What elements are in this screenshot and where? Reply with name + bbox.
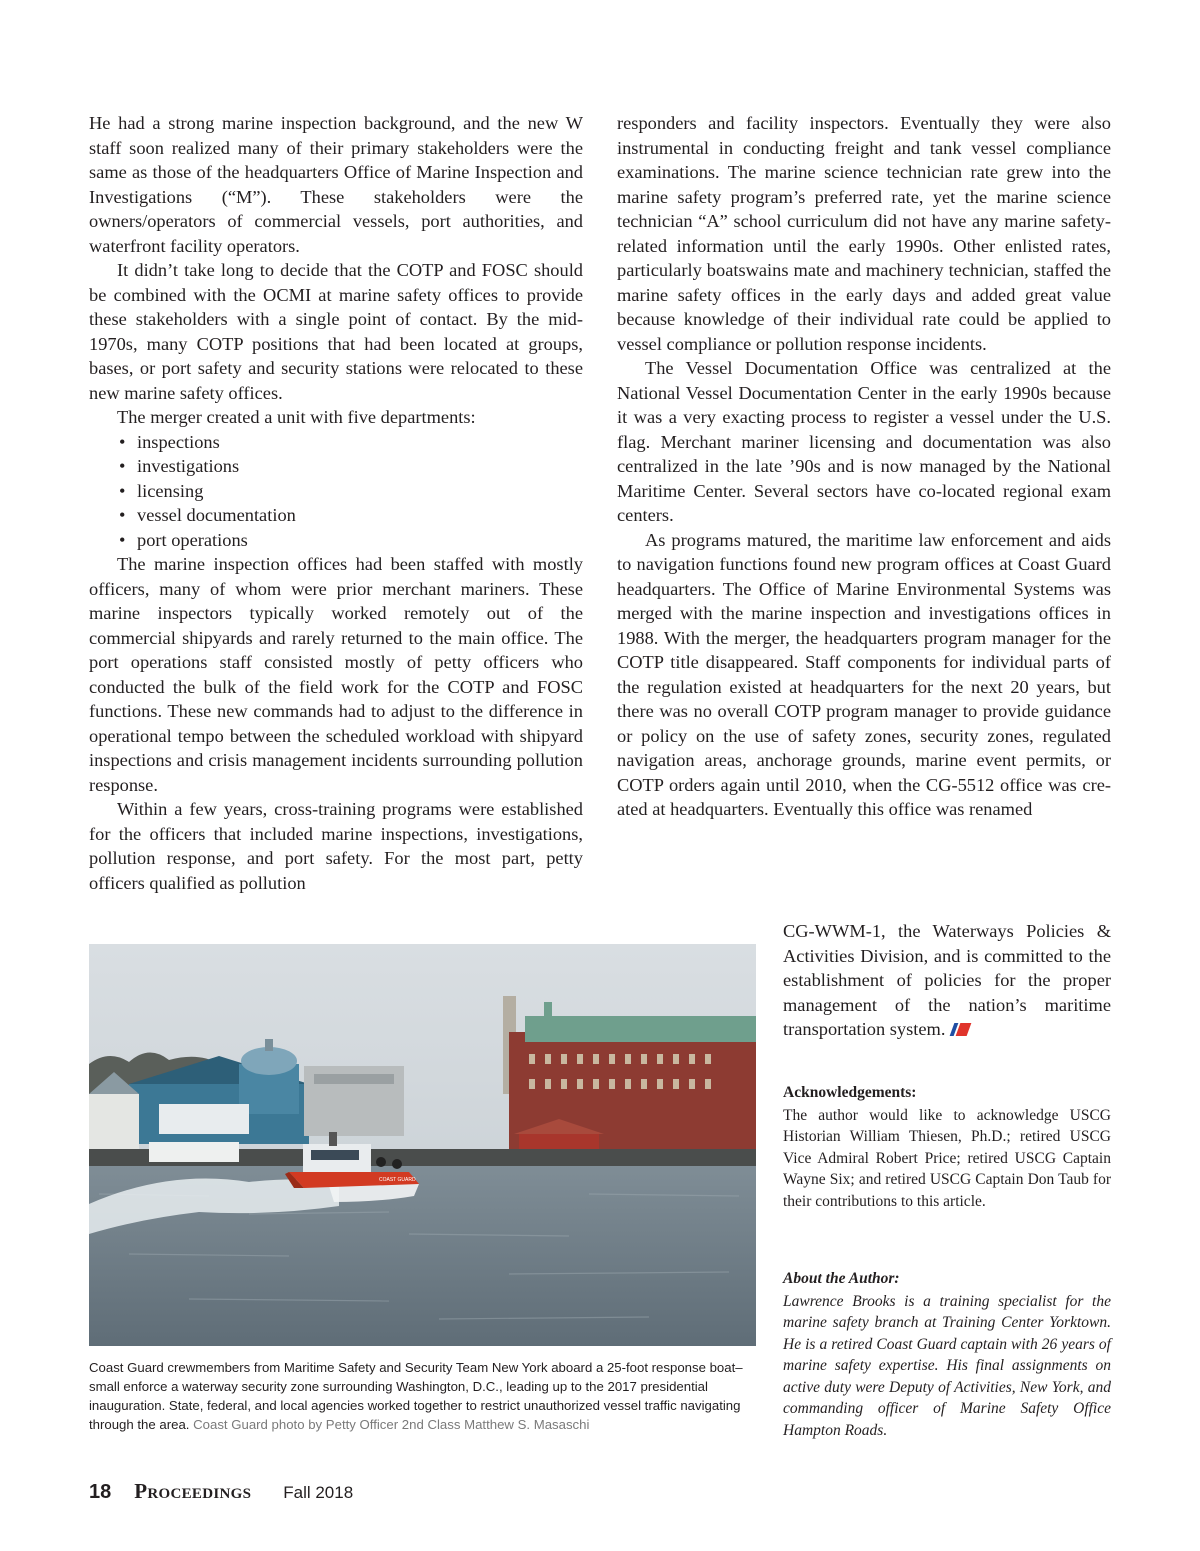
- paragraph: CG-WWM-1, the Waterways Policies & Activities Division, and is committed to the establishment of policies for the proper management of the nation’s maritime transportation system.: [783, 921, 1111, 1039]
- end-mark-icon: [949, 1023, 971, 1036]
- publication-name: Proceedings: [134, 1479, 252, 1503]
- photo-credit: Coast Guard photo by Petty Officer 2nd Class Matthew S. Masaschi: [193, 1417, 590, 1432]
- acknowledgements: [783, 1082, 1111, 1212]
- about-author: [783, 1268, 1111, 1441]
- paragraph: The Vessel Documentation Office was centralized at the National Vessel Documentation Center in the early 1990s because it was a very exacting process to register a vessel under the U.S. flag. Merchant mariner licensing and documentation was also centralized in the late ’90s and is now managed by the National Maritime Center. Several sectors have co-located regional exam centers.: [617, 358, 1111, 525]
- left-column: [89, 111, 583, 895]
- issue-date: Fall 2018: [283, 1483, 354, 1502]
- list-item: • investigations: [119, 454, 583, 479]
- photo-caption: [89, 1358, 759, 1434]
- about-author-text: Lawrence Brooks is a training specialist for the marine safety branch at Training Center Yorktown. He is a retired Coast Guard captain with 26 years of marine safety expertise. His final assignments on active duty were Deputy of Activities, New York, and commanding officer of Marine Safety Office Hampton Roads.: [783, 1292, 1111, 1439]
- paragraph: The marine inspection offices had been staffed with mostly officers, many of whom were prior merchant mariners. These marine inspectors typically worked remotely out of the commercial shipyards and rarely returned to the main office. The port operations staff consisted mostly of petty officers who conducted the bulk of the field work for the COTP and FOSC functions. These new commands had to adjust to the difference in operational tempo between the scheduled workload with shipyard inspections and crisis management incidents surrounding pollution response.: [89, 554, 583, 795]
- paragraph: responders and facility inspectors. Eventually they were also instrumental in conducting freight and tank vessel compliance examinations. The marine science technician rate grew into the marine safety program’s preferred rate, yet the marine science technician “A” school curriculum did not have any marine safety-related information until the early 1990s. Other enlisted rates, particularly boatswains mate and machinery technician, staffed the marine safety offices in the early days and added great value because knowledge of their individual rate could be applied to vessel compliance or pollution response incidents.: [617, 113, 1111, 354]
- about-author-title: About the Author:: [783, 1270, 900, 1287]
- list-item: • licensing: [119, 479, 583, 504]
- paragraph: As programs matured, the maritime law enforcement and aids to navigation functions found new program offices at Coast Guard headquarters. The Office of Marine Environmental Systems was merged with the marine inspection and investigations offices in 1988. With the merger, the headquarters program manager for the COTP title disappeared. Staff components for individual parts of the regulation existed at headquarters for the next 20 years, but there was no overall COTP program manager to provide guidance or policy on the use of safety zones, security zones, regulated navigation areas, anchorage grounds, marine event permits, or COTP orders again until 2010, when the CG-5512 office was created at headquarters. Eventually this office was renamed: [617, 529, 1111, 819]
- acknowledgements-text: The author would like to acknowledge USCG Historian William Thiesen, Ph.D.; retired USCG Vice Admiral Robert Price; retired USCG Captain Wayne Six; and retired USCG Captain Don Taub for their contributions to this article.: [783, 1106, 1111, 1210]
- list-item: • inspections: [119, 430, 583, 455]
- page-number: 18: [89, 1481, 112, 1503]
- list-item: • port operations: [119, 528, 583, 553]
- acknowledgements-title: Acknowledgements:: [783, 1084, 917, 1101]
- article-photo: [89, 944, 756, 1346]
- departments-list: [89, 430, 583, 553]
- list-item: • vessel documentation: [119, 503, 583, 528]
- right-column-continuation: [783, 919, 1111, 1042]
- boat-hull-text: COAST GUARD: [379, 1177, 416, 1183]
- page-footer: [89, 1479, 353, 1509]
- paragraph: Within a few years, cross-training programs were established for the officers that included marine inspections, investigations, pollution response, and port safety. For the most part, petty officers qualified as pollution: [89, 799, 583, 893]
- paragraph: It didn’t take long to decide that the COTP and FOSC should be combined with the OCMI at marine safety offices to provide these stakeholders with a single point of contact. By the mid-1970s, many COTP positions that had been located at groups, bases, or port safety and security stations were relocated to these new marine safety offices.: [89, 260, 583, 403]
- right-column: [617, 111, 1111, 822]
- caption-text: Coast Guard crewmembers from Maritime Safety and Security Team New York aboard a 25-foot response boat–small enforce a waterway security zone surrounding Washington, D.C., leading up to the 2017 presidential inauguration. State, federal, and local agencies worked together to restrict unauthorized vessel traffic navigating through the area.: [89, 1360, 743, 1432]
- paragraph: The merger created a unit with five departments:: [117, 407, 476, 427]
- paragraph: He had a strong marine inspection background, and the new W staff soon realized many of their primary stakeholders were the same as those of the headquarters Office of Marine Inspection and Investigations (“M”). These stakeholders were the owners/operators of commercial vessels, port authorities, and waterfront facility operators.: [89, 113, 583, 256]
